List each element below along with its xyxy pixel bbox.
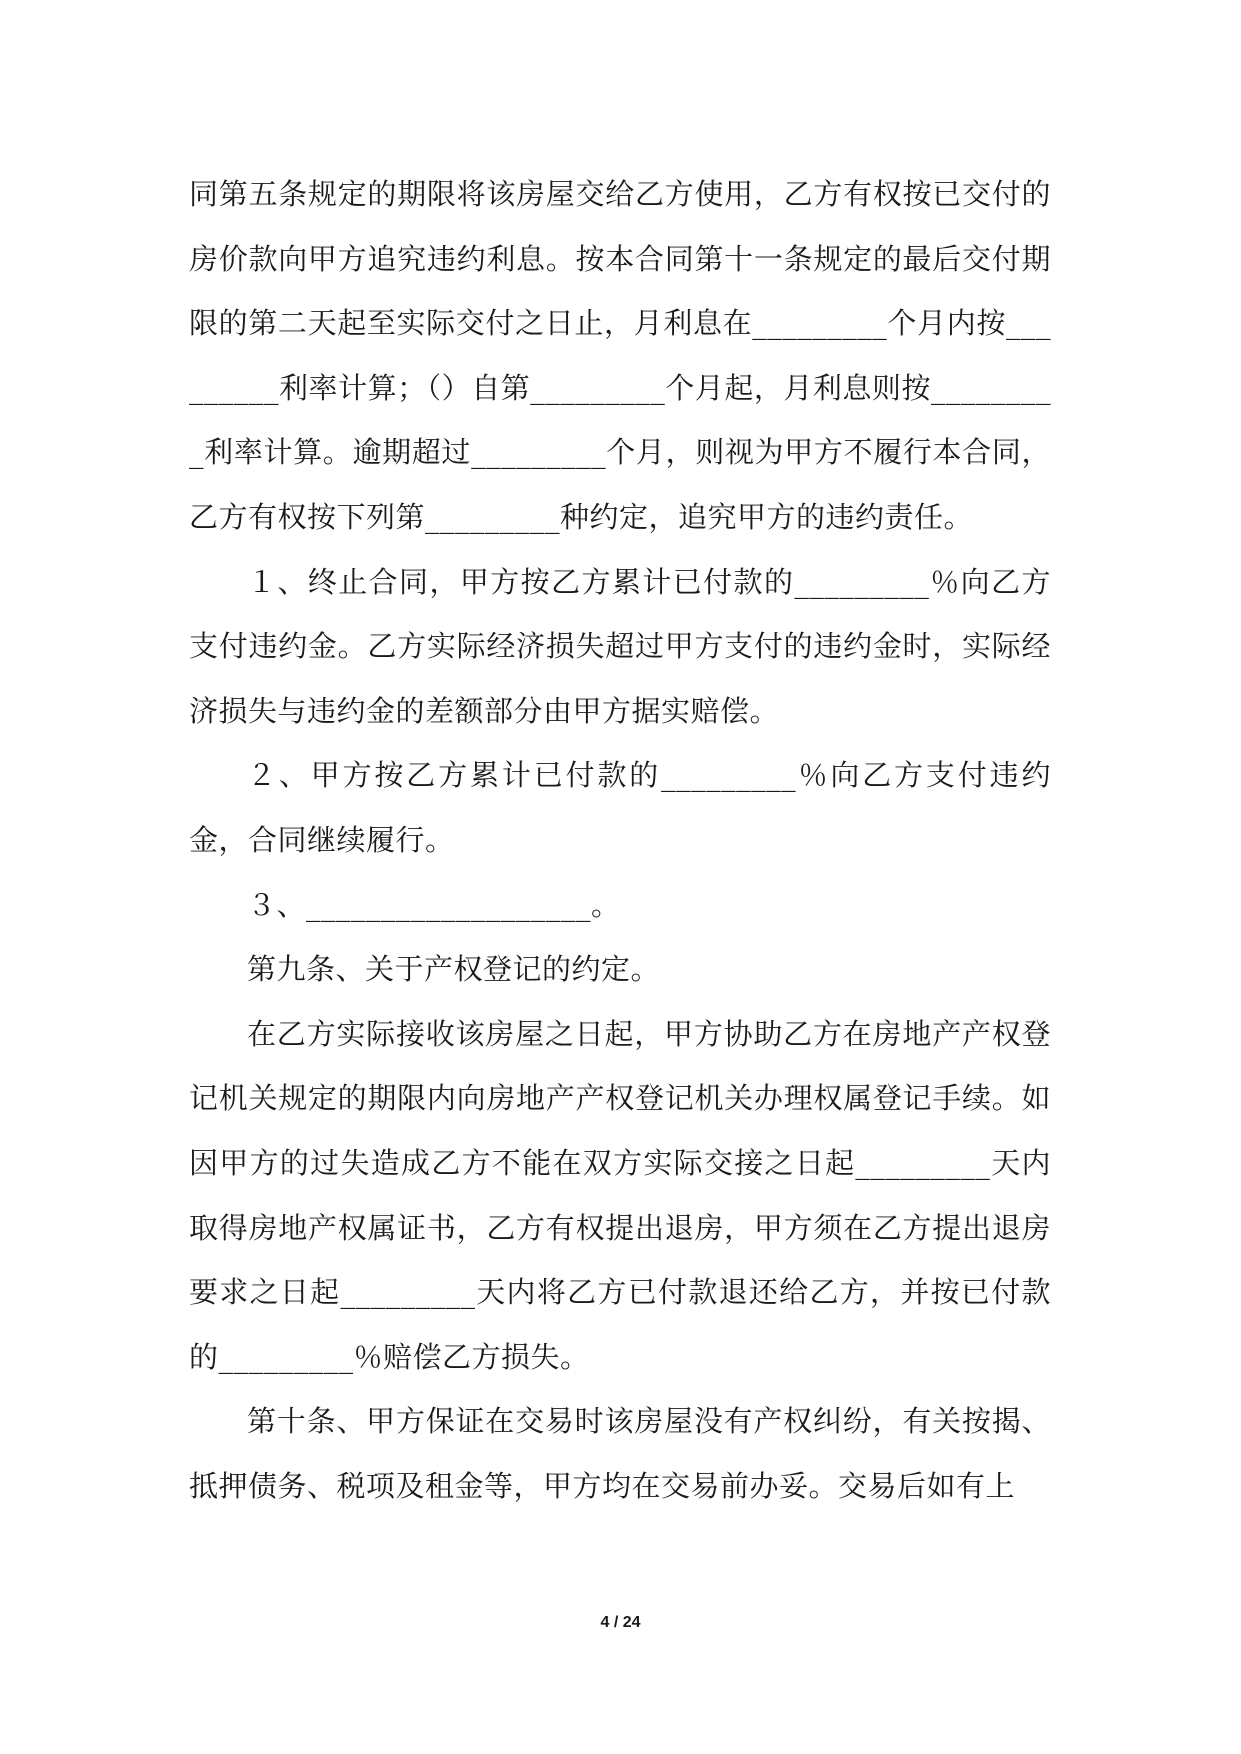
paragraph-continuation-article-eight: 同第五条规定的期限将该房屋交给乙方使用，乙方有权按已交付的房价款向甲方追究违约利息。按本合同第十一条规定的最后交付期限的第二天起至实际交付之日止，月利息在_________个月内按_________利率计算；（）自第_________个月起，月利息则按_________利率计算。逾期超过_________个月，则视为甲方不履行本合同，乙方有权按下列第_________种约定，追究甲方的违约责任。	[189, 177, 1051, 534]
article-nine-heading: 第九条、关于产权登记的约定。	[247, 952, 661, 987]
paragraph-option-three: ３、___________________。	[247, 887, 621, 922]
paragraph-option-two: ２、甲方按乙方累计已付款的_________％向乙方支付违约金，合同继续履行。	[189, 758, 1051, 857]
paragraph-article-nine-body: 在乙方实际接收该房屋之日起，甲方协助乙方在房地产产权登记机关规定的期限内向房地产产权登记机关办理权属登记手续。如因甲方的过失造成乙方不能在双方实际交接之日起_________天内取得房地产权属证书，乙方有权提出退房，甲方须在乙方提出退房要求之日起_________天内将乙方已付款退还给乙方，并按已付款的_________％赔偿乙方损失。	[189, 1016, 1051, 1374]
document-body	[189, 162, 1051, 1518]
paragraph-option-one: １、终止合同，甲方按乙方累计已付款的_________％向乙方支付违约金。乙方实际经济损失超过甲方支付的违约金时，实际经济损失与违约金的差额部分由甲方据实赔偿。	[189, 564, 1051, 728]
paragraph-article-ten: 第十条、甲方保证在交易时该房屋没有产权纠纷，有关按揭、抵押债务、税项及租金等，甲方均在交易前办妥。交易后如有上	[189, 1404, 1051, 1503]
page-number: 4 / 24	[600, 1614, 641, 1631]
